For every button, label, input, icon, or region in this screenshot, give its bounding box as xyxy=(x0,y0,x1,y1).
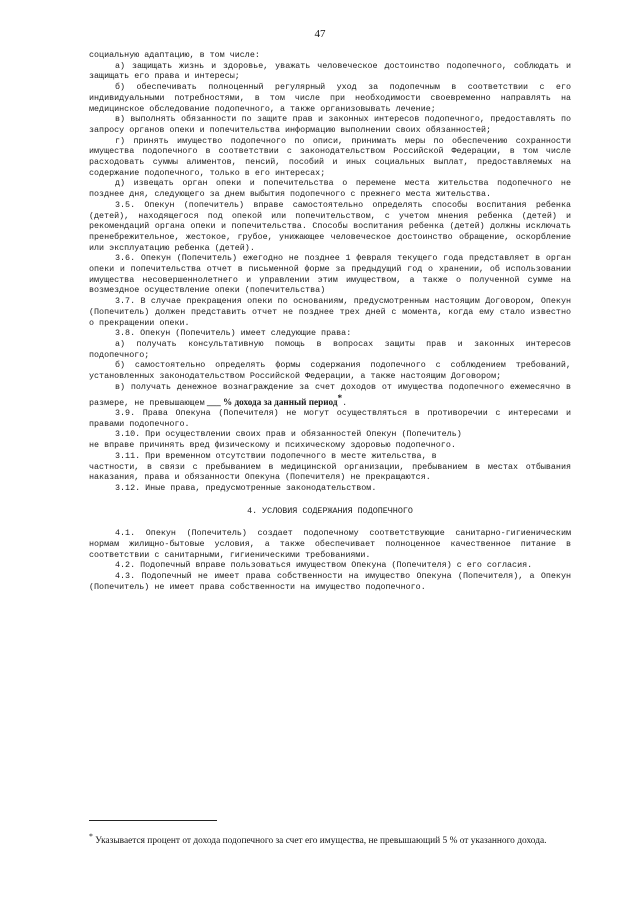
footnote-text: Указывается процент от дохода подопечного за счет его имущества, не превышающий 5 % от указанного дохода. xyxy=(95,836,547,847)
fee-blank: ___ % дохода за данный период xyxy=(204,396,338,407)
document-body xyxy=(89,50,571,593)
clause-4-3: 4.3. Подопечный не имеет права собственности на имущество Опекуна (Попечителя), а Опекун (Попечитель) не имеет права собственности на имущество подопечного. xyxy=(89,571,571,592)
clause-4-2: 4.2. Подопечный вправе пользоваться имуществом Опекуна (Попечителя) с его согласия. xyxy=(115,560,533,571)
clause-3-5: 3.5. Опекун (попечитель) вправе самостоятельно определять способы воспитания ребенка (детей), находящегося под опекой или попечительством, с учетом мнения ребенка (детей) и рекомендаций органа опеки и попечительства. Способы воспитания ребенка (детей) должны исключать пренебрежительное, жестокое, грубое, унижающее человеческое достоинство обращение, оскорбление или эксплуатацию ребенка (детей). xyxy=(89,199,571,253)
clause-3-8: 3.8. Опекун (Попечитель) имеет следующие права: xyxy=(115,328,352,339)
footnote-mark: * xyxy=(89,832,93,841)
page-number: 47 xyxy=(314,28,326,40)
list-item: б) обеспечивать полноценный регулярный уход за подопечным в соответствии с его индивидуальными потребностями, в том числе при необходимости своевременно направлять на медицинское обследование подопечного, а также организовывать лечение; xyxy=(89,82,571,114)
clause-4-1: 4.1. Опекун (Попечитель) создает подопечному соответствующие санитарно-гигиеническим нормам жилищно-бытовые условия, а также обеспечивает полноценное качественное питание в соответствии с санитарными, гигиеническими требованиями. xyxy=(89,528,571,560)
paragraph: социальную адаптацию, в том числе: xyxy=(89,50,260,60)
list-item: д) извещать орган опеки и попечительства о перемене места жительства подопечного не позднее дня, следующего за днем выбытия подопечного с прежнего места жительства. xyxy=(89,178,571,200)
clause-3-6: 3.6. Опекун (Попечитель) ежегодно не позднее 1 февраля текущего года представляет в орган опеки и попечительства отчет в письменной форме за предыдущий год о хранении, об использовании имущества несовершеннолетнего и управлении этим имуществом, а также о полученной сумме на возмездное осуществление опеки (попечительства) xyxy=(89,253,571,296)
footnote xyxy=(89,831,549,848)
footnote-ref: * xyxy=(337,392,343,403)
paragraph: не вправе причинять вред физическому и психическому здоровью подопечного. xyxy=(89,440,456,451)
clause-3-11: 3.11. При временном отсутствии подопечного в месте жительства, в xyxy=(115,450,437,461)
fee-text: в) получать денежное вознаграждение за счет доходов от имущества подопечного ежемесячно в размере, не превышающем xyxy=(89,381,571,408)
clause-3-7: 3.7. В случае прекращения опеки по основаниям, предусмотренным настоящим Договором, Опекун (Попечитель) должен представить отчет не позднее трех дней с момента, когда ему стало известно о прекращении опеки. xyxy=(89,296,571,328)
footnote-divider xyxy=(89,820,217,821)
clause-3-9: 3.9. Права Опекуна (Попечителя) не могут осуществляться в противоречии с интересами и правами подопечного. xyxy=(89,408,571,429)
list-item: б) самостоятельно определять формы содержания подопечного с соблюдением требований, установленных законодательством Российской Федерации, а также настоящим Договором; xyxy=(89,360,571,382)
section-heading: 4. УСЛОВИЯ СОДЕРЖАНИЯ ПОДОПЕЧНОГО xyxy=(247,505,413,516)
list-item-fee: в) получать денежное вознаграждение за счет доходов от имущества подопечного ежемесячно в размере, не превышающем ___ % дохода за данный период*. xyxy=(89,381,571,408)
clause-3-10: 3.10. При осуществлении своих прав и обязанностей Опекун (Попечитель) xyxy=(115,429,462,440)
list-item: а) защищать жизнь и здоровье, уважать человеческое достоинство подопечного, соблюдать и защищать его права и интересы; xyxy=(89,60,571,82)
list-item: г) принять имущество подопечного по описи, принимать меры по обеспечению сохранности имущества подопечного в соответствии с законодательством Российской Федерации, в том числе расходовать суммы алиментов, пенсий, пособий и иных социальных выплат, предоставляемых на содержание подопечного, только в его интересах; xyxy=(89,135,571,178)
clause-3-12: 3.12. Иные права, предусмотренные законодательством. xyxy=(115,482,377,493)
list-item: в) выполнять обязанности по защите прав и законных интересов подопечного, предоставлять по запросу органов опеки и попечительства информацию выполнении своих обязанностей; xyxy=(89,114,571,135)
list-item: а) получать консультативную помощь в вопросах защиты прав и законных интересов подопечного; xyxy=(89,338,571,360)
paragraph: частности, в связи с пребыванием в медицинской организации, пребыванием в местах отбывания наказания, права и обязанности Опекуна (Попечителя) не прекращаются. xyxy=(89,461,571,483)
